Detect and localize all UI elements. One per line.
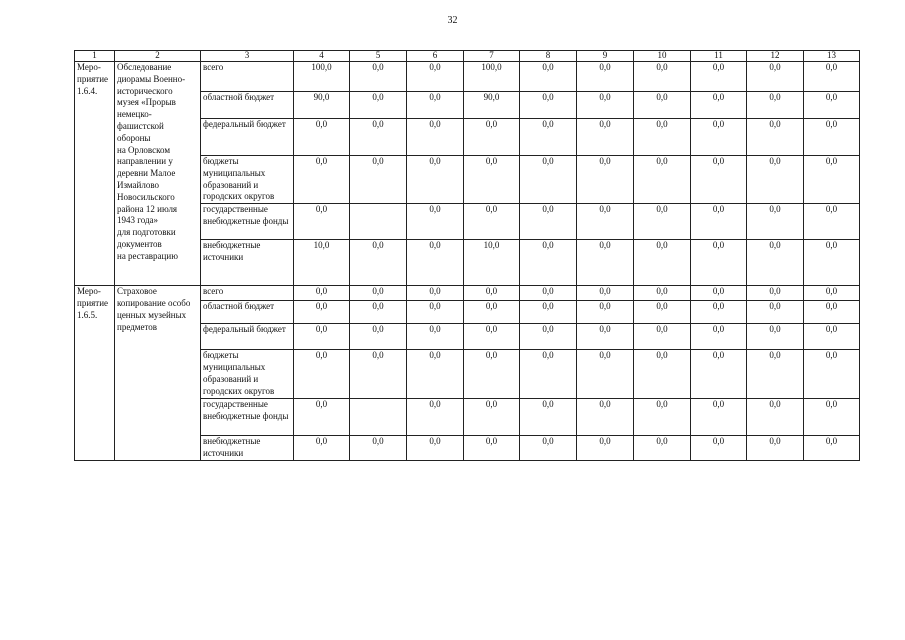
value-cell: 0,0 <box>747 92 804 119</box>
column-header: 12 <box>747 51 804 62</box>
value-cell <box>350 399 407 436</box>
value-cell: 0,0 <box>747 350 804 399</box>
measure-code <box>75 62 115 286</box>
value-cell: 0,0 <box>464 324 520 350</box>
measure-code-line: 1.6.4. <box>77 85 98 96</box>
measure-code-line: Меро- <box>77 286 101 297</box>
funding-source: внебюджетные источники <box>201 240 294 286</box>
column-header: 11 <box>691 51 747 62</box>
value-cell: 0,0 <box>804 119 860 156</box>
column-header: 13 <box>804 51 860 62</box>
value-cell: 0,0 <box>804 301 860 324</box>
value-cell: 0,0 <box>691 92 747 119</box>
value-cell: 0,0 <box>577 92 634 119</box>
column-header: 9 <box>577 51 634 62</box>
value-cell: 0,0 <box>520 240 577 286</box>
measure-name-line: 1943 года» <box>117 215 159 226</box>
value-cell: 0,0 <box>804 92 860 119</box>
value-cell: 0,0 <box>464 119 520 156</box>
funding-table <box>74 50 860 461</box>
value-cell: 10,0 <box>294 240 350 286</box>
value-cell: 0,0 <box>691 240 747 286</box>
measure-name-line: района 12 июля <box>117 203 178 214</box>
value-cell: 0,0 <box>520 204 577 240</box>
measure-code <box>75 286 115 461</box>
value-cell: 0,0 <box>804 286 860 301</box>
column-header: 1 <box>75 51 115 62</box>
measure-name-line: Новосильского <box>117 191 175 202</box>
value-cell: 0,0 <box>804 324 860 350</box>
funding-source: федеральный бюджет <box>201 119 294 156</box>
column-header: 2 <box>115 51 201 62</box>
value-cell: 0,0 <box>407 301 464 324</box>
value-cell: 0,0 <box>520 286 577 301</box>
value-cell: 0,0 <box>294 436 350 461</box>
value-cell: 0,0 <box>407 204 464 240</box>
measure-name-line: деревни Малое <box>117 168 176 179</box>
table-row <box>75 286 860 301</box>
value-cell: 0,0 <box>634 399 691 436</box>
funding-source: федеральный бюджет <box>201 324 294 350</box>
value-cell: 0,0 <box>634 62 691 92</box>
value-cell: 0,0 <box>520 92 577 119</box>
value-cell: 0,0 <box>691 436 747 461</box>
measure-name-line: Страховое <box>117 286 157 297</box>
value-cell: 0,0 <box>634 286 691 301</box>
funding-source: внебюджетные источники <box>201 436 294 461</box>
value-cell: 0,0 <box>464 204 520 240</box>
value-cell: 0,0 <box>747 399 804 436</box>
value-cell: 0,0 <box>634 301 691 324</box>
value-cell: 0,0 <box>691 119 747 156</box>
value-cell: 100,0 <box>294 62 350 92</box>
value-cell: 0,0 <box>634 204 691 240</box>
value-cell: 0,0 <box>294 399 350 436</box>
funding-source: областной бюджет <box>201 92 294 119</box>
value-cell: 0,0 <box>520 436 577 461</box>
funding-source: всего <box>201 286 294 301</box>
value-cell: 0,0 <box>464 436 520 461</box>
funding-source: государственные внебюджетные фонды <box>201 399 294 436</box>
value-cell: 0,0 <box>804 399 860 436</box>
value-cell: 0,0 <box>464 350 520 399</box>
measure-name-line: документов <box>117 238 162 249</box>
value-cell: 0,0 <box>407 350 464 399</box>
measure-name-line: немецко- <box>117 109 152 120</box>
measure-name-line: предметов <box>117 321 158 332</box>
value-cell: 0,0 <box>577 436 634 461</box>
value-cell: 0,0 <box>464 399 520 436</box>
measure-name-line: направлении у <box>117 156 173 167</box>
value-cell: 0,0 <box>350 286 407 301</box>
value-cell: 0,0 <box>350 156 407 204</box>
value-cell: 0,0 <box>691 301 747 324</box>
measure-code-line: приятие <box>77 297 109 308</box>
table-body <box>75 62 860 461</box>
measure-name-line: Обследование <box>117 62 172 72</box>
value-cell: 0,0 <box>634 240 691 286</box>
measure-name-line: ценных музейных <box>117 309 187 320</box>
value-cell: 0,0 <box>350 62 407 92</box>
value-cell: 0,0 <box>520 156 577 204</box>
value-cell: 0,0 <box>350 324 407 350</box>
value-cell: 0,0 <box>691 350 747 399</box>
column-header: 5 <box>350 51 407 62</box>
value-cell: 0,0 <box>520 301 577 324</box>
value-cell: 0,0 <box>804 240 860 286</box>
funding-source: всего <box>201 62 294 92</box>
value-cell: 0,0 <box>520 399 577 436</box>
value-cell: 0,0 <box>634 324 691 350</box>
funding-source: государственные внебюджетные фонды <box>201 204 294 240</box>
value-cell: 0,0 <box>634 436 691 461</box>
measure-name-line: Измайлово <box>117 179 160 190</box>
measure-code-line: приятие <box>77 73 109 84</box>
value-cell: 0,0 <box>577 204 634 240</box>
measure-name-line: диорамы Военно- <box>117 73 186 84</box>
value-cell <box>350 204 407 240</box>
value-cell: 0,0 <box>407 324 464 350</box>
value-cell: 90,0 <box>464 92 520 119</box>
value-cell: 0,0 <box>804 204 860 240</box>
value-cell: 0,0 <box>407 119 464 156</box>
value-cell: 0,0 <box>634 92 691 119</box>
value-cell: 0,0 <box>691 204 747 240</box>
value-cell: 0,0 <box>350 240 407 286</box>
measure-name-line: фашистской <box>117 120 164 131</box>
value-cell: 0,0 <box>747 436 804 461</box>
column-header: 10 <box>634 51 691 62</box>
value-cell: 0,0 <box>350 436 407 461</box>
value-cell: 0,0 <box>520 324 577 350</box>
value-cell: 0,0 <box>691 156 747 204</box>
value-cell: 0,0 <box>747 156 804 204</box>
funding-source: областной бюджет <box>201 301 294 324</box>
value-cell: 0,0 <box>747 204 804 240</box>
value-cell: 0,0 <box>577 350 634 399</box>
value-cell: 0,0 <box>520 119 577 156</box>
page-number: 32 <box>447 15 458 26</box>
table-row <box>75 62 860 92</box>
value-cell: 0,0 <box>691 399 747 436</box>
value-cell: 0,0 <box>691 62 747 92</box>
value-cell: 0,0 <box>634 156 691 204</box>
value-cell: 10,0 <box>464 240 520 286</box>
value-cell: 0,0 <box>691 286 747 301</box>
value-cell: 0,0 <box>691 324 747 350</box>
column-header: 8 <box>520 51 577 62</box>
value-cell: 0,0 <box>294 286 350 301</box>
value-cell: 0,0 <box>577 119 634 156</box>
value-cell: 0,0 <box>350 119 407 156</box>
header-row <box>75 51 860 62</box>
funding-source: бюджеты муниципальных образований и городских округов <box>201 156 294 204</box>
value-cell: 0,0 <box>294 204 350 240</box>
measure-name-line: на реставрацию <box>117 250 178 261</box>
value-cell: 0,0 <box>464 286 520 301</box>
value-cell: 0,0 <box>804 436 860 461</box>
value-cell: 0,0 <box>634 119 691 156</box>
measure-name-line: исторического <box>117 85 173 96</box>
measure-code-line: Меро- <box>77 62 101 72</box>
value-cell: 0,0 <box>577 62 634 92</box>
measure-name <box>115 286 201 461</box>
value-cell: 0,0 <box>804 156 860 204</box>
value-cell: 0,0 <box>747 240 804 286</box>
value-cell: 0,0 <box>407 399 464 436</box>
value-cell: 0,0 <box>407 286 464 301</box>
value-cell: 0,0 <box>804 62 860 92</box>
value-cell: 0,0 <box>294 156 350 204</box>
value-cell: 0,0 <box>747 286 804 301</box>
value-cell: 0,0 <box>577 301 634 324</box>
value-cell: 0,0 <box>520 62 577 92</box>
value-cell: 90,0 <box>294 92 350 119</box>
value-cell: 0,0 <box>464 156 520 204</box>
value-cell: 100,0 <box>464 62 520 92</box>
value-cell: 0,0 <box>804 350 860 399</box>
measure-name-line: копирование особо <box>117 297 191 308</box>
value-cell: 0,0 <box>350 301 407 324</box>
column-header: 4 <box>294 51 350 62</box>
column-header: 3 <box>201 51 294 62</box>
value-cell: 0,0 <box>747 324 804 350</box>
measure-name-line: для подготовки <box>117 227 176 238</box>
value-cell: 0,0 <box>407 436 464 461</box>
value-cell: 0,0 <box>407 92 464 119</box>
value-cell: 0,0 <box>294 119 350 156</box>
value-cell: 0,0 <box>577 240 634 286</box>
measure-name-line: на Орловском <box>117 144 171 155</box>
value-cell: 0,0 <box>407 62 464 92</box>
value-cell: 0,0 <box>634 350 691 399</box>
funding-source: бюджеты муниципальных образований и городских округов <box>201 350 294 399</box>
value-cell: 0,0 <box>464 301 520 324</box>
value-cell: 0,0 <box>747 301 804 324</box>
value-cell: 0,0 <box>577 156 634 204</box>
value-cell: 0,0 <box>294 324 350 350</box>
value-cell: 0,0 <box>407 156 464 204</box>
measure-name <box>115 62 201 286</box>
measure-name-line: музея «Прорыв <box>117 97 176 108</box>
value-cell: 0,0 <box>577 399 634 436</box>
value-cell: 0,0 <box>294 301 350 324</box>
value-cell: 0,0 <box>294 350 350 399</box>
measure-name-line: обороны <box>117 132 151 143</box>
column-header: 6 <box>407 51 464 62</box>
value-cell: 0,0 <box>520 350 577 399</box>
column-header: 7 <box>464 51 520 62</box>
value-cell: 0,0 <box>407 240 464 286</box>
value-cell: 0,0 <box>747 119 804 156</box>
value-cell: 0,0 <box>577 286 634 301</box>
measure-code-line: 1.6.5. <box>77 309 98 320</box>
value-cell: 0,0 <box>350 350 407 399</box>
value-cell: 0,0 <box>747 62 804 92</box>
value-cell: 0,0 <box>577 324 634 350</box>
value-cell: 0,0 <box>350 92 407 119</box>
